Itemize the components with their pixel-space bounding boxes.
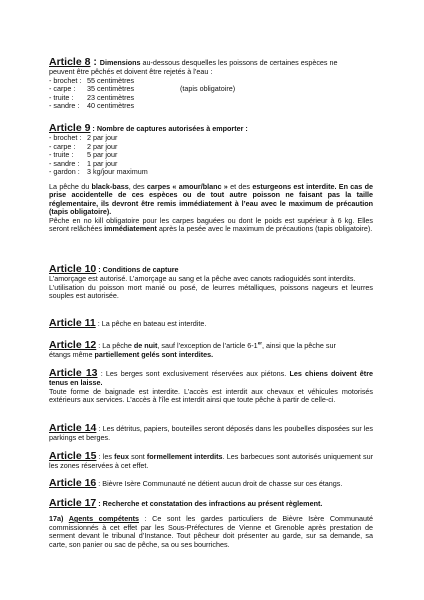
article-14: Article 14 : Les détritus, papiers, bouteilles seront déposés dans les poubelles disposées sur les parkings et berges. xyxy=(49,422,373,442)
article-15: Article 15 : les feux sont formellement interdits. Les barbecues sont autorisés uniquement sur les zones réservées à cet effet. xyxy=(49,450,373,470)
article-10: Article 10 : Conditions de capture L’amorçage est autorisé. L’amorçage au sang et la pêche avec canots radioguidés sont interdits. L’utilisation du poisson mort manié ou posé, de leurres métalliques, poissons nageurs et leurres souples est autorisée. xyxy=(49,263,373,300)
capture-row: - gardon : 3 kg/jour maximum xyxy=(49,167,148,176)
article-12: Article 12 : La pêche de nuit, sauf l’exception de l’article 6-1er, ainsi que la pêche sur étangs même partiellement gelés sont interdites. xyxy=(49,339,336,359)
article-9-paragraph-2: Pêche en no kill obligatoire pour les carpes baguées ou dont le poids est supérieur à 6 kg. Elles seront relâchées immédiatement après la pesée avec le maximum de précautions (tapis obligatoire). xyxy=(49,216,373,233)
article-13: Article 13 : Les berges sont exclusivement réservées aux piétons. Les chiens doivent être tenus en laisse. Toute forme de baignade est interdite. L’accès est interdit aux chevaux et véhicules motorisés extérieurs aux services. L’accès à l’île est interdit ainsi que toute pêche à partir de celle-ci. xyxy=(49,367,373,404)
article-12-heading: Article 12 xyxy=(49,339,97,351)
article-9-heading: Article 9 xyxy=(49,122,91,134)
article-17-heading: Article 17 xyxy=(49,497,97,509)
article-8: Article 8 : Dimensions au-dessous desquelles les poissons de certaines espèces ne peuvent être pêchés et doivent être rejetés à l’eau : - brochet : 55 centimètres - carpe : 35 centimètres (tapis obligatoire) - truite : 23 centimètres - sandre : 40 centimètres xyxy=(49,56,373,111)
capture-row: - truite : 5 par jour xyxy=(49,150,118,159)
article-10-heading: Article 10 xyxy=(49,263,97,275)
size-row: - truite : 23 centimètres xyxy=(49,92,135,102)
capture-row: - carpe : 2 par jour xyxy=(49,141,118,151)
article-13-heading: Article 13 xyxy=(49,367,98,379)
capture-row: - sandre : 1 par jour xyxy=(49,158,118,168)
article-9-paragraph-1: La pêche du black-bass, des carpes « amour/blanc » et des esturgeons est interdite. En cas de prise accidentelle de ces espèces ou de tout autre poisson ne faisant pas la taille réglementaire, ils devront être remis immédiatement à l’eau avec le maximum de précaution (tapis obligatoire). xyxy=(49,182,373,216)
article-14-heading: Article 14 xyxy=(49,422,97,434)
article-11-heading: Article 11 xyxy=(49,317,96,329)
article-16: Article 16 : Bièvre Isère Communauté ne détient aucun droit de chasse sur ces étangs. xyxy=(49,477,343,489)
size-row: - carpe : 35 centimètres (tapis obligatoire) xyxy=(49,84,236,93)
size-row: - sandre : 40 centimètres xyxy=(49,101,135,110)
article-16-heading: Article 16 xyxy=(49,477,97,489)
article-15-heading: Article 15 xyxy=(49,450,97,462)
size-row: - brochet : 55 centimètres xyxy=(49,75,135,85)
article-9: Article 9 : Nombre de captures autorisées à emporter : - brochet : 2 par jour - carpe : 2 par jour - truite : 5 par jour - sandre : 1 par jour - gardon : 3 kg/jour maximum La pêche du black-bass, des carpes « amour/blanc » et des esturgeons est interdite. En cas de prise accidentelle de ces espèces ou de tout autre poisson ne faisant pas la taille réglementaire, ils devront être remis immédiatement à l’eau avec le maximum de précaution (tapis obligatoire). Pêche en no kill obligatoire pour les carpes baguées ou dont le poids est supérieur à 6 kg. Elles seront relâchées immédiatement après la pesée avec le maximum de précautions (tapis obligatoire). xyxy=(49,122,373,233)
article-11: Article 11 : La pêche en bateau est interdite. xyxy=(49,317,207,329)
article-17: Article 17 : Recherche et constatation des infractions au présent règlement. 17a) Agents compétents : Ce sont les gardes particuliers de Bièvre Isère Communauté commissionnés à cet effet par les Sous-Préfectures de Vienne et Grenoble après prestation de serment devant le tribunal d’Instance. Tout pêcheur doit présenter au garde, sur sa demande, sa carte, son panier ou sac de pêche, sa ou ses bourriches. xyxy=(49,497,373,549)
article-8-heading: Article 8 xyxy=(49,56,91,68)
capture-row: - brochet : 2 par jour xyxy=(49,133,118,142)
article-17a-paragraph: 17a) Agents compétents : Ce sont les gardes particuliers de Bièvre Isère Communauté commissionnés à cet effet par les Sous-Préfectures de Vienne et Grenoble après prestation de serment devant le tribunal d’Instance. Tout pêcheur doit présenter au garde, sur sa demande, sa carte, son panier ou sac de pêche, sa ou ses bourriches. xyxy=(49,515,373,549)
